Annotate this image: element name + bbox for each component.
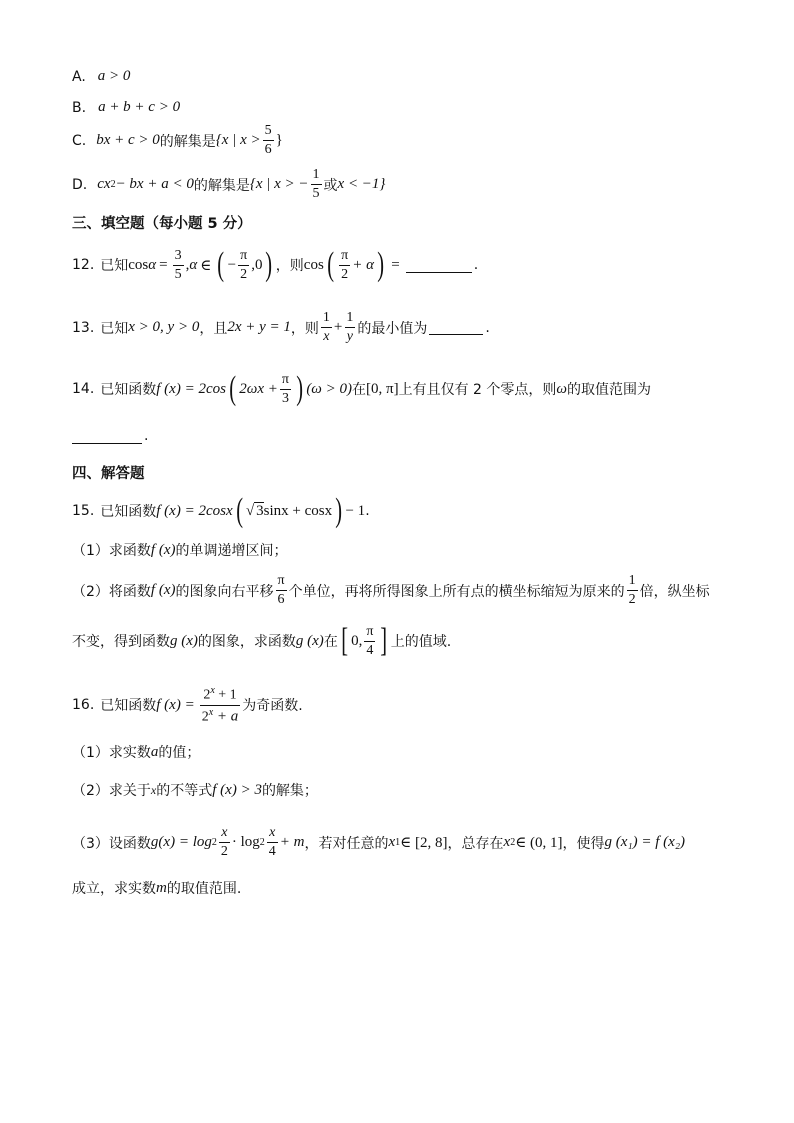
question-15 xyxy=(72,494,370,528)
option-expr: a + b + c > 0 xyxy=(98,99,181,115)
function-def: f (x) = xyxy=(156,696,195,713)
part-label: （1） xyxy=(72,745,109,761)
part-text: 个单位，再将所得图象上所有点的横坐标缩短为原来的 xyxy=(288,583,625,600)
omega-var: ω xyxy=(556,380,567,397)
numerator: x xyxy=(221,825,228,840)
denominator: 2 xyxy=(628,592,636,607)
numerator: 1 xyxy=(346,310,354,325)
option-expr-post: − bx + a < 0 xyxy=(115,176,194,192)
numerator: π xyxy=(281,371,289,387)
exponent: 2 xyxy=(110,179,116,190)
interval: ∈ (0, 1] xyxy=(515,835,563,851)
part-text: 在 xyxy=(323,634,338,650)
fraction xyxy=(344,311,355,344)
equation: g (x₁) = f (x₂) xyxy=(604,834,686,850)
part-text: ，总存在 xyxy=(447,835,504,852)
inner-expr: sinx + cosx xyxy=(263,502,333,519)
fraction xyxy=(627,574,638,607)
interval-start: 0, xyxy=(351,632,363,649)
fraction xyxy=(321,311,332,344)
inner-expr: 2ωx + xyxy=(239,380,278,397)
question-text: 已知函数 xyxy=(100,698,157,715)
period: . xyxy=(365,503,370,519)
variable: a xyxy=(150,743,159,760)
period: . xyxy=(485,319,490,336)
inequality: f (x) > 3 xyxy=(212,781,262,798)
tail-expr: − 1 xyxy=(345,502,366,519)
paren-left: ( xyxy=(229,370,237,407)
question-number: 14. xyxy=(72,381,95,397)
question-number: 13. xyxy=(72,319,95,336)
numerator: π xyxy=(240,247,248,263)
part-text: 的图象，求函数 xyxy=(197,634,296,650)
part-text: 上的值域. xyxy=(390,634,452,650)
exponent: x xyxy=(210,685,215,696)
part-text: 的单调递增区间； xyxy=(175,543,288,559)
set-tail: x < −1} xyxy=(337,176,386,192)
numerator: 5 xyxy=(264,123,272,138)
set-open: {x | x > − xyxy=(249,176,309,192)
paren-left: ( xyxy=(235,492,243,529)
function-ref: f (x) xyxy=(150,541,176,558)
sqrt-sign: √ xyxy=(245,502,255,519)
question-text: 的取值范围为 xyxy=(567,382,651,398)
part-text: ，使得 xyxy=(562,835,605,852)
minus: − xyxy=(227,256,237,273)
part-text: 求函数 xyxy=(108,543,151,559)
fraction xyxy=(276,574,287,607)
function-ref: g (x) xyxy=(295,632,324,649)
fraction xyxy=(263,124,274,157)
bracket-right: ] xyxy=(380,622,388,659)
set-open: {x | x > xyxy=(215,132,261,148)
alpha-var: α xyxy=(189,256,198,273)
question-13 xyxy=(72,311,490,344)
option-label: B. xyxy=(72,99,87,116)
section-heading-fill-in: 三、填空题（每小题 5 分） xyxy=(72,216,252,232)
option-a xyxy=(72,68,130,85)
numerator: 1 xyxy=(628,573,636,588)
part-text: 不变，得到函数 xyxy=(72,634,170,650)
or-text: 或 xyxy=(323,177,338,194)
equals: = xyxy=(159,256,168,273)
denominator: 6 xyxy=(264,142,272,157)
element-of: ∈ xyxy=(200,257,212,274)
variable: x xyxy=(388,834,396,850)
part-text: ，若对任意的 xyxy=(304,835,389,852)
plus-m: + m xyxy=(279,834,305,850)
part-text: 的图象向右平移 xyxy=(175,583,274,600)
part-text: 设函数 xyxy=(108,835,151,852)
plus-alpha: + α xyxy=(352,256,374,273)
part-text: 倍，纵坐标 xyxy=(639,583,710,600)
denominator: x xyxy=(323,329,330,344)
interval-end: ,0 xyxy=(251,256,263,273)
condition: (ω > 0) xyxy=(306,380,353,397)
subscript: 1 xyxy=(395,837,401,848)
fraction xyxy=(173,249,184,282)
question-text: 已知函数 xyxy=(100,382,157,398)
equals: = xyxy=(391,256,400,273)
question-text: 为奇函数. xyxy=(242,698,303,715)
denominator: 5 xyxy=(312,186,320,201)
numerator: 3 xyxy=(174,247,182,263)
paren-right: ) xyxy=(265,246,273,283)
period: . xyxy=(144,428,149,444)
option-c xyxy=(72,124,283,157)
numerator: 1 xyxy=(312,167,320,182)
log-base: 2 xyxy=(211,837,217,848)
question-text: 上有且仅有 2 个零点，则 xyxy=(398,382,557,398)
part-text: 求实数 xyxy=(108,745,151,761)
condition: 2x + y = 1 xyxy=(227,319,291,335)
question-number: 16. xyxy=(72,697,95,714)
tail: + 1 xyxy=(214,687,237,703)
variable: x xyxy=(503,834,511,850)
plus: + xyxy=(333,319,343,335)
denominator: 4 xyxy=(366,642,374,658)
fraction xyxy=(311,168,322,201)
question-text: 的最小值为 xyxy=(357,320,428,337)
denominator: 3 xyxy=(281,390,289,406)
option-label: C. xyxy=(72,132,87,149)
question-12 xyxy=(72,248,478,282)
question-16 xyxy=(72,686,303,724)
question-16-part-1 xyxy=(72,742,200,762)
function-def: f (x) = 2cos xyxy=(156,380,226,397)
option-expr-pre: cx xyxy=(97,176,111,192)
part-text: 成立，求实数 xyxy=(72,881,156,897)
question-14-blank-line xyxy=(72,428,148,444)
option-label: A. xyxy=(72,68,86,85)
question-16-part-3-cont xyxy=(72,878,241,898)
bracket-left: [ xyxy=(341,622,348,659)
question-number: 12. xyxy=(72,257,95,273)
interval: [0, π] xyxy=(366,380,399,397)
fraction xyxy=(219,826,230,859)
question-15-part-2-cont xyxy=(72,624,451,658)
part-text: 的不等式 xyxy=(156,783,213,799)
paren-right: ) xyxy=(335,492,343,529)
fraction xyxy=(200,686,241,724)
sqrt-radicand: 3 xyxy=(256,503,264,519)
base: 2 xyxy=(201,709,209,725)
paren-left: ( xyxy=(217,246,225,283)
subscript: 2 xyxy=(510,837,516,848)
option-text: 的解集是 xyxy=(159,133,216,150)
denominator: 2 xyxy=(341,266,349,282)
option-label: D. xyxy=(72,176,88,193)
part-text: 求关于 xyxy=(108,783,151,799)
variable: m xyxy=(156,879,167,896)
answer-blank[interactable] xyxy=(72,429,142,444)
numerator: π xyxy=(277,573,285,588)
interval: ∈ [2, 8] xyxy=(400,835,448,851)
paren-left: ( xyxy=(327,246,334,283)
denominator: 2 xyxy=(220,844,228,859)
function-ref: f (x) xyxy=(150,582,176,598)
option-b xyxy=(72,99,180,116)
set-close: } xyxy=(275,132,283,148)
numerator: x xyxy=(269,825,276,840)
part-label: （1） xyxy=(72,543,109,559)
numerator: π xyxy=(366,623,374,639)
option-d xyxy=(72,168,385,201)
fraction xyxy=(238,249,249,282)
function-ref: g (x) xyxy=(170,632,198,649)
numerator xyxy=(201,686,238,705)
log-base: 2 xyxy=(259,837,265,848)
part-text: 的取值范围. xyxy=(166,881,242,897)
base: 2 xyxy=(203,687,211,703)
function-def: g(x) = log xyxy=(150,834,212,850)
exponent: x xyxy=(208,706,214,718)
part-text: 将函数 xyxy=(108,583,151,600)
denominator: y xyxy=(346,329,353,344)
fraction xyxy=(364,625,375,658)
question-15-part-1 xyxy=(72,540,288,560)
option-text: 的解集是 xyxy=(193,177,250,194)
tail: + a xyxy=(213,708,239,725)
question-text: 已知函数 xyxy=(100,504,157,520)
question-text: 在 xyxy=(352,382,367,398)
fraction xyxy=(267,826,278,859)
answer-blank[interactable] xyxy=(406,258,472,273)
question-15-part-2 xyxy=(72,574,710,607)
section-heading-answers: 四、解答题 xyxy=(72,466,145,482)
denominator xyxy=(200,705,241,725)
condition: x > 0, y > 0 xyxy=(128,319,200,335)
denominator: 2 xyxy=(240,266,248,282)
question-16-part-3 xyxy=(72,826,685,859)
fraction xyxy=(339,249,350,282)
part-text: 的值； xyxy=(158,745,201,761)
question-text: ，则 xyxy=(275,258,304,274)
option-expr: bx + c > 0 xyxy=(96,132,160,148)
log-fn: · log xyxy=(231,834,260,850)
part-label: （3） xyxy=(72,835,109,852)
part-label: （2） xyxy=(72,783,109,799)
question-text: 已知 xyxy=(100,320,129,337)
numerator: 1 xyxy=(322,310,330,325)
paren-right: ) xyxy=(377,246,385,283)
option-expr: a > 0 xyxy=(97,68,131,84)
denominator: 5 xyxy=(174,266,182,282)
question-16-part-2 xyxy=(72,780,318,800)
fraction xyxy=(280,373,291,406)
part-label: （2） xyxy=(72,583,109,600)
question-text: ，则 xyxy=(290,320,319,337)
numerator: π xyxy=(341,247,349,263)
question-text: ，且 xyxy=(199,320,228,337)
denominator: 6 xyxy=(277,592,285,607)
question-14 xyxy=(72,372,651,406)
denominator: 4 xyxy=(268,844,276,859)
question-number: 15. xyxy=(72,503,95,519)
part-text: 的解集； xyxy=(261,783,318,799)
alpha-var: α xyxy=(148,256,157,273)
question-text: 已知 xyxy=(100,258,129,274)
answer-blank[interactable] xyxy=(429,320,483,335)
cos-fn: cos xyxy=(303,256,324,273)
cos-fn: cos xyxy=(128,256,149,273)
comma: , xyxy=(185,256,190,273)
period: . xyxy=(473,257,479,273)
variable: x xyxy=(150,782,157,797)
paren-right: ) xyxy=(296,370,304,407)
function-def: f (x) = 2cosx xyxy=(156,502,233,519)
